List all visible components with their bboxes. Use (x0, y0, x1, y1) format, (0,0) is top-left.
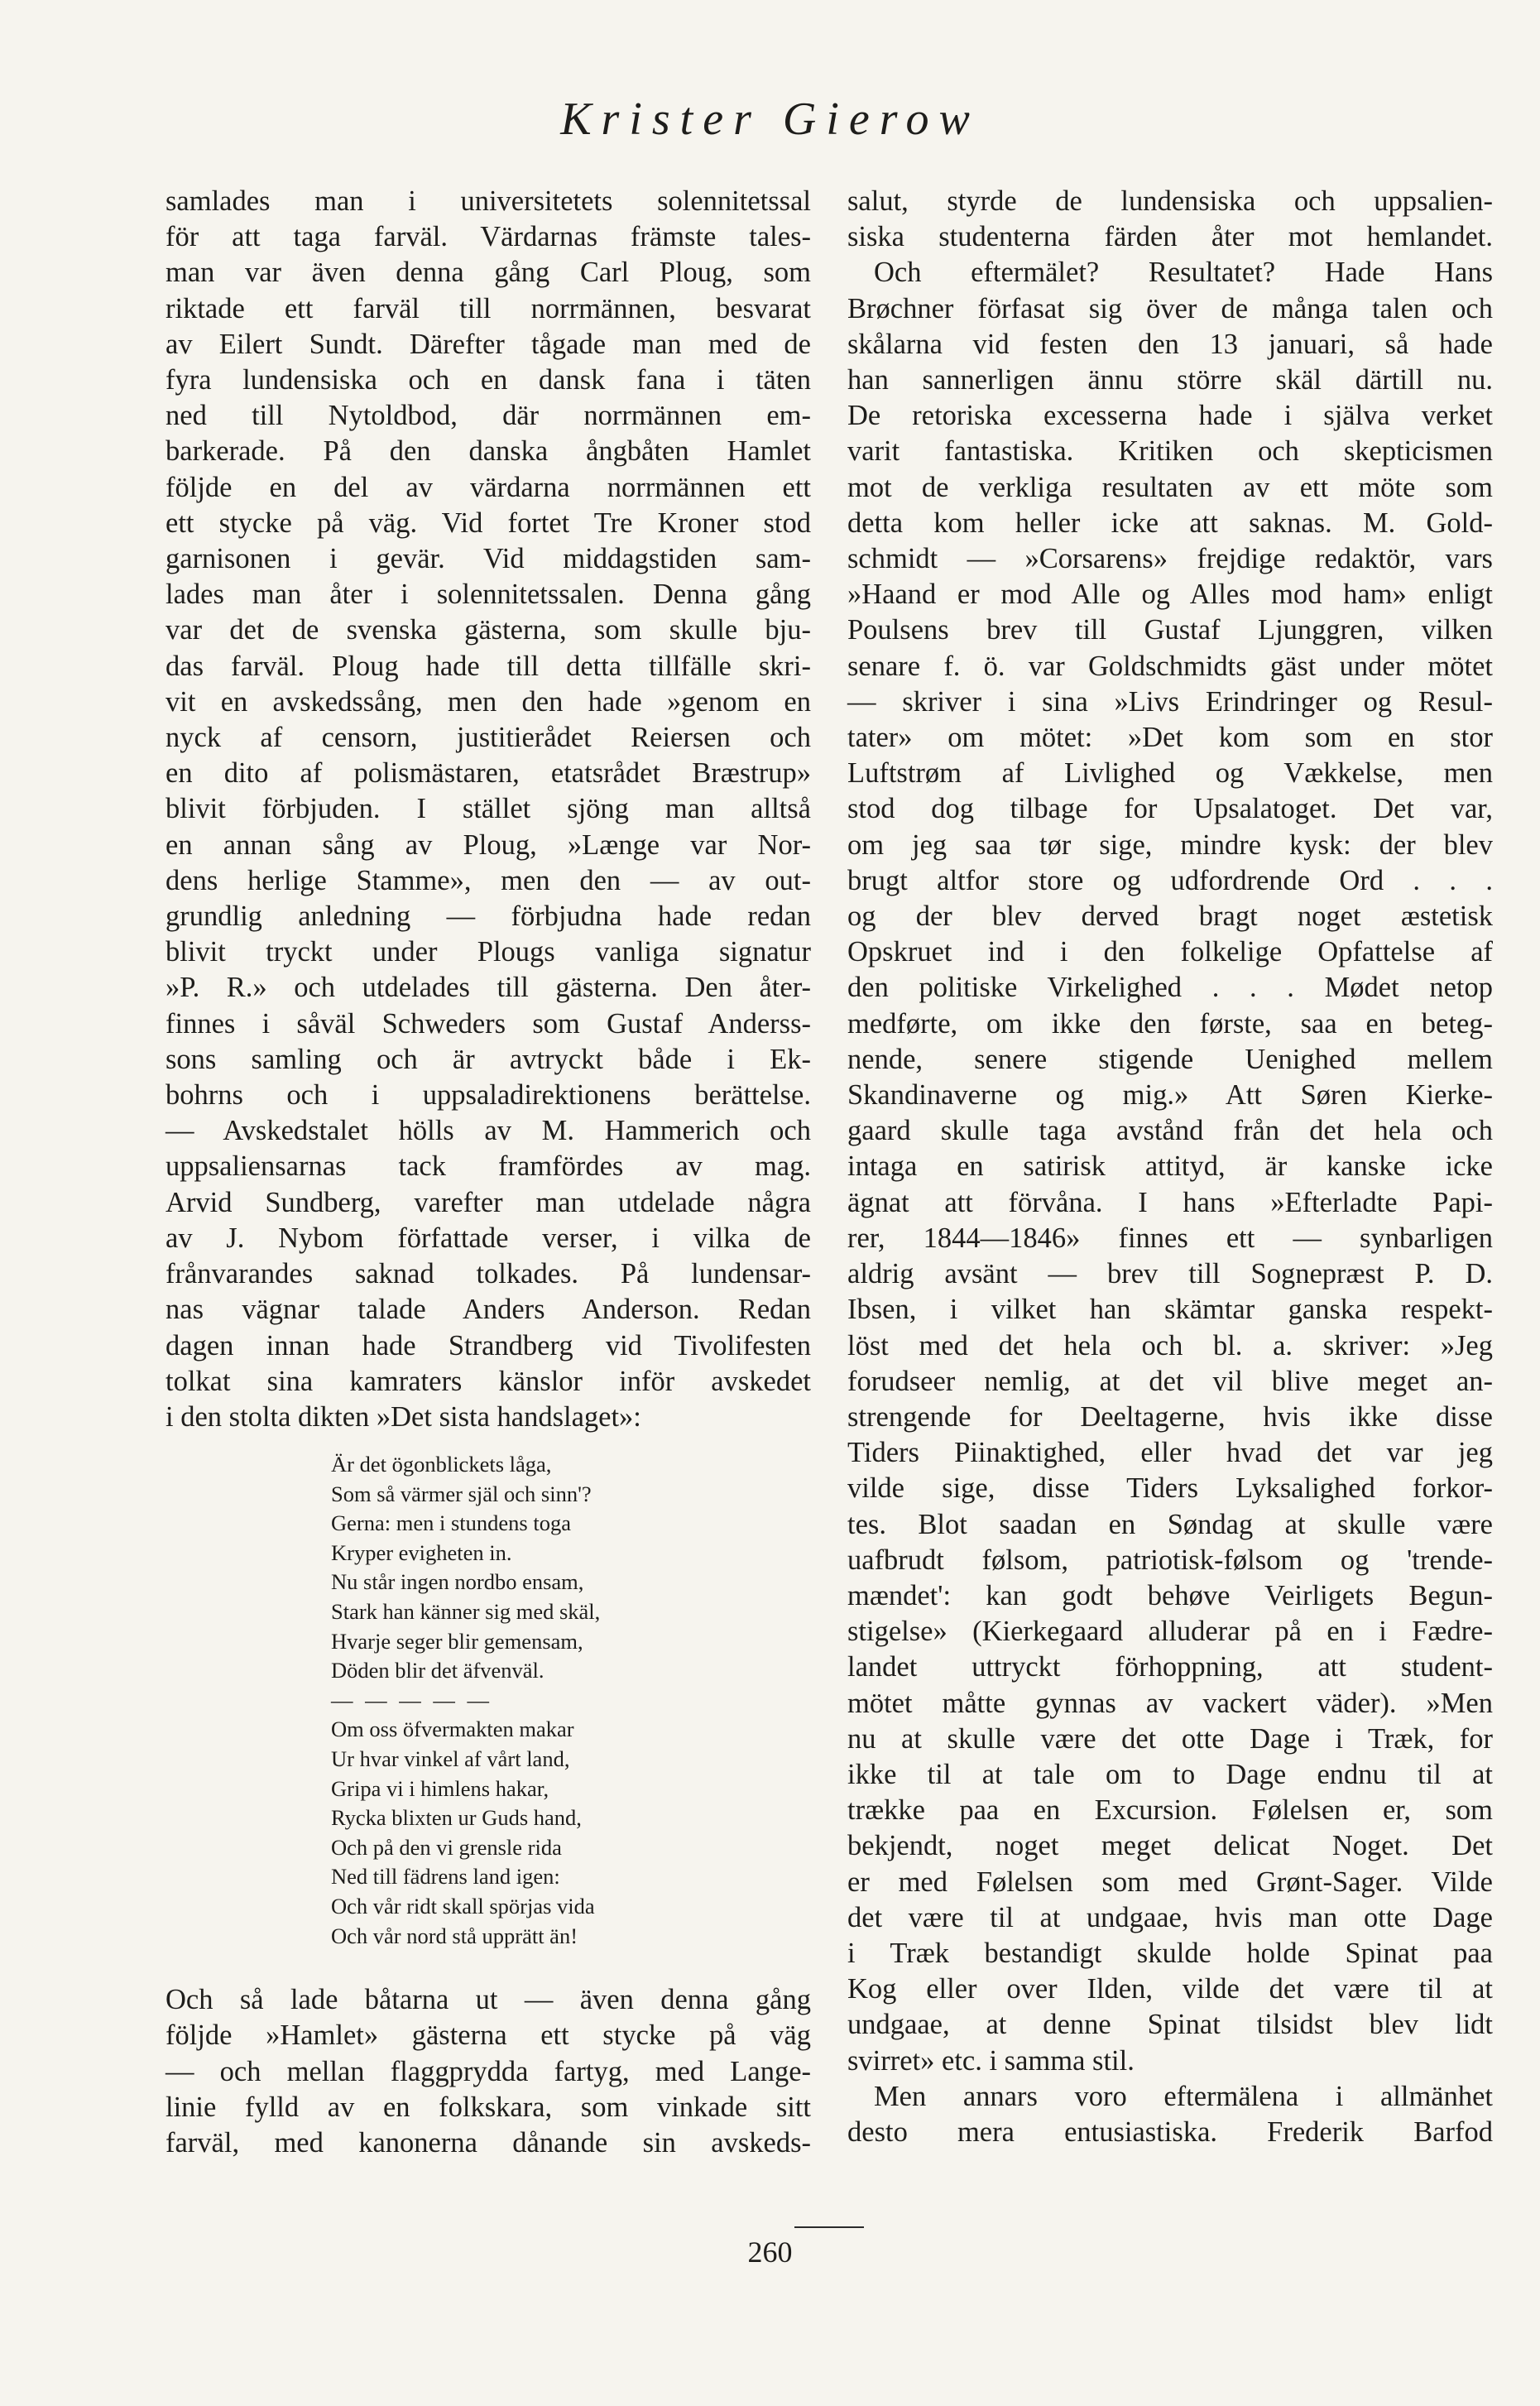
text-line: uafbrudt følsom, patriotisk-følsom og 'trende- (847, 1544, 1493, 1576)
text-line: av J. Nybom författade verser, i vilka de (166, 1222, 811, 1254)
text-line: fyra lundensiska och en dansk fana i täten (166, 364, 811, 396)
page-number: 260 (747, 2236, 793, 2269)
poem-line: Stark han känner sig med skäl, (331, 1599, 601, 1625)
poem-line: Ur hvar vinkel af vårt land, (331, 1746, 570, 1772)
poem-line: Och på den vi grensle rida (331, 1834, 562, 1860)
text-line: riktade ett farväl till norrmännen, besvarat (166, 292, 811, 324)
text-line: samlades man i universitetets solennitetssal (166, 185, 811, 217)
text-line: sons samling och är avtryckt både i Ek- (166, 1043, 811, 1075)
poem-line: Som så värmer själ och sinn'? (331, 1481, 592, 1506)
text-line: vit en avskedssång, men den hade »genom en (166, 685, 811, 718)
text-line: »Haand er mod Alle og Alles mod ham» enligt (847, 579, 1493, 611)
text-line: bekjendt, noget meget delicat Noget. Det (847, 1830, 1493, 1862)
text-line: er med Følelsen som med Grønt-Sager. Vilde (847, 1866, 1493, 1898)
poem-line: Nu står ingen nordbo ensam, (331, 1569, 584, 1595)
text-line: av Eilert Sundt. Därefter tågade man med de (166, 328, 811, 360)
poem-line: Är det ögonblickets låga, (331, 1452, 552, 1477)
text-line: tater» om mötet: »Det kom som en stor (847, 722, 1493, 754)
text-line: detta kom heller icke att saknas. M. Gold- (847, 507, 1493, 539)
text-line: intaga en satirisk attityd, är kanske icke (847, 1150, 1493, 1183)
poem-line: Kryper evigheten in. (331, 1539, 512, 1565)
text-line: dagen innan hade Strandberg vid Tivolifesten (166, 1329, 811, 1361)
poem-line: Döden blir det äfvenväl. (331, 1658, 545, 1683)
text-line: schmidt — »Corsarens» frejdige redaktör, vars (847, 543, 1493, 575)
text-line: »P. R.» och utdelades till gästerna. Den åter- (166, 972, 811, 1004)
text-line: linie fylld av en folkskara, som vinkade sitt (166, 2091, 811, 2123)
text-line: ned till Nytoldbod, där norrmännen em- (166, 400, 811, 432)
text-line: om jeg saa tør sige, mindre kysk: der blev (847, 828, 1493, 861)
text-line: frånvarandes saknad tolkades. På lundensar- (166, 1258, 811, 1290)
text-line: — och mellan flaggprydda fartyg, med Lange- (166, 2055, 811, 2087)
text-line: bohrns och i uppsaladirektionens berättelse. (166, 1079, 811, 1112)
text-line: ikke til at tale om to Dage endnu til at (847, 1758, 1493, 1790)
text-line: Och eftermälet? Resultatet? Hade Hans (874, 257, 1493, 289)
text-line: — Avskedstalet hölls av M. Hammerich och (166, 1115, 811, 1147)
text-line: blivit tryckt under Plougs vanliga signatur (166, 936, 811, 968)
text-line: nyck af censorn, justitierådet Reiersen och (166, 722, 811, 754)
poem-line: Rycka blixten ur Guds hand, (331, 1805, 582, 1831)
text-line: gaard skulle taga avstånd från det hela och (847, 1115, 1493, 1147)
text-line: finnes i såväl Schweders som Gustaf Anderss- (166, 1007, 811, 1040)
text-line: nende, senere stigende Uenighed mellem (847, 1043, 1493, 1075)
text-line: ett stycke på väg. Vid fortet Tre Kroner stod (166, 507, 811, 539)
poem-line: Gerna: men i stundens toga (331, 1510, 571, 1536)
right-column-text (847, 184, 1493, 2150)
footer-rule (794, 2226, 864, 2228)
text-line: uppsaliensarnas tack framfördes av mag. (166, 1150, 811, 1183)
text-line: siska studenterna färden åter mot hemlandet. (847, 221, 1493, 253)
text-line: rer, 1844—1846» finnes ett — synbarligen (847, 1222, 1493, 1254)
text-line: tolkat sina kamraters känslor inför avskedet (166, 1365, 811, 1397)
text-line: skålarna vid festen den 13 januari, så hade (847, 328, 1493, 360)
text-line: landet uttryckt förhoppning, att student- (847, 1651, 1493, 1683)
text-line: han sannerligen ännu större skäl därtill nu. (847, 364, 1493, 396)
text-line: var det de svenska gästerna, som skulle bju- (166, 614, 811, 646)
text-line: brugt altfor store og udfordrende Ord . . . (847, 864, 1493, 896)
text-line: Ibsen, i vilket han skämtar ganska respekt- (847, 1294, 1493, 1326)
poem-line: Och vår ridt skall spörjas vida (331, 1894, 595, 1919)
text-line: aldrig avsänt — brev till Sognepræst P. D. (847, 1258, 1493, 1290)
text-line: salut, styrde de lundensiska och uppsalien- (847, 185, 1493, 217)
text-line: mötet måtte gynnas av vackert väder). »Men (847, 1687, 1493, 1719)
text-line: grundlig anledning — förbjudna hade redan (166, 900, 811, 933)
text-line: Och så lade båtarna ut — även denna gång (166, 1984, 811, 2016)
text-line: i Træk bestandigt skulde holde Spinat paa (847, 1937, 1493, 1969)
poem-line: Hvarje seger blir gemensam, (331, 1628, 583, 1654)
text-line: det være til at undgaae, hvis man otte Dage (847, 1901, 1493, 1933)
poem-line: Och vår nord stå upprätt än! (331, 1923, 578, 1948)
text-line: trække paa en Excursion. Følelsen er, som (847, 1794, 1493, 1827)
poem-stanza-1 (331, 1450, 811, 1686)
poem-line: Gripa vi i himlens hakar, (331, 1775, 549, 1801)
text-line: stigelse» (Kierkegaard alluderar på en i Fædre- (847, 1616, 1493, 1648)
left-column (166, 184, 811, 2161)
text-line: löst med det hela och bl. a. skriver: »Jeg (847, 1329, 1493, 1361)
text-line: farväl, med kanonerna dånande sin avskeds- (166, 2127, 811, 2159)
text-line: mændet': kan godt behøve Veirligets Begun- (847, 1579, 1493, 1611)
text-line: Arvid Sundberg, varefter man utdelade några (166, 1186, 811, 1218)
text-line: varit fantastiska. Kritiken och skepticismen (847, 435, 1493, 468)
text-line: senare f. ö. var Goldschmidts gäst under mötet (847, 650, 1493, 682)
running-header: Krister Gierow (560, 94, 980, 145)
poem-separator: — — — — — (331, 1687, 492, 1712)
text-line: svirret» etc. i samma stil. (847, 2044, 1135, 2077)
text-line: strengende for Deeltagerne, hvis ikke disse (847, 1400, 1493, 1433)
text-line: Brøchner förfasat sig över de många talen och (847, 292, 1493, 324)
left-column-text-bottom (166, 1982, 811, 2161)
text-line: Poulsens brev till Gustaf Ljunggren, vilken (847, 614, 1493, 646)
text-line: desto mera entusiastiska. Frederik Barfod (847, 2115, 1493, 2148)
text-line: för att taga farväl. Värdarnas främste tales- (166, 221, 811, 253)
text-line: Kog eller over Ilden, vilde det være til at (847, 1973, 1493, 2005)
text-line: og der blev derved bragt noget æstetisk (847, 900, 1493, 933)
poem-line: Om oss öfvermakten makar (331, 1717, 574, 1742)
text-line: följde »Hamlet» gästerna ett stycke på väg (166, 2019, 811, 2052)
text-line: Tiders Piinaktighed, eller hvad det var jeg (847, 1437, 1493, 1469)
text-line: blivit förbjuden. I stället sjöng man alltså (166, 793, 811, 825)
text-line: Men annars voro eftermälena i allmänhet (874, 2080, 1493, 2112)
text-line: garnisonen i gevär. Vid middagstiden sam- (166, 543, 811, 575)
text-line: nu at skulle være det otte Dage i Træk, for (847, 1722, 1493, 1755)
text-line: medførte, om ikke den første, saa en beteg- (847, 1007, 1493, 1040)
text-line: Luftstrøm af Livlighed og Vækkelse, men (847, 757, 1493, 790)
text-line: nas vägnar talade Anders Anderson. Redan (166, 1294, 811, 1326)
text-line: den politiske Virkelighed . . . Mødet netop (847, 972, 1493, 1004)
poem (331, 1450, 811, 1951)
text-line: i den stolta dikten »Det sista handslaget»: (166, 1400, 641, 1433)
text-line: tes. Blot saadan en Søndag at skulle være (847, 1508, 1493, 1540)
poem-line: Ned till fädrens land igen: (331, 1864, 560, 1890)
text-line: undgaae, at denne Spinat tilsidst blev lidt (847, 2009, 1493, 2041)
text-line: Opskruet ind i den folkelige Opfattelse af (847, 936, 1493, 968)
text-line: dens herlige Stamme», men den — av out- (166, 864, 811, 896)
text-line: barkerade. På den danska ångbåten Hamlet (166, 435, 811, 468)
text-line: följde en del av värdarna norrmännen ett (166, 471, 811, 503)
text-line: man var även denna gång Carl Ploug, som (166, 257, 811, 289)
text-line: lades man åter i solennitetssalen. Denna gång (166, 579, 811, 611)
text-line: mot de verkliga resultaten av ett möte som (847, 471, 1493, 503)
text-line: De retoriska excesserna hade i själva verket (847, 400, 1493, 432)
left-column-text-top (166, 184, 811, 1435)
text-line: ägnat att förvåna. I hans »Efterladte Papi- (847, 1186, 1493, 1218)
text-line: en annan sång av Ploug, »Længe var Nor- (166, 828, 811, 861)
poem-stanza-2 (331, 1715, 811, 1951)
text-line: forudseer nemlig, at det vil blive meget an- (847, 1365, 1493, 1397)
text-line: en dito af polismästaren, etatsrådet Bræstrup» (166, 757, 811, 790)
text-line: vilde sige, disse Tiders Lyksalighed forkor- (847, 1472, 1493, 1505)
right-column (847, 184, 1493, 2150)
text-line: — skriver i sina »Livs Erindringer og Resul- (847, 685, 1493, 718)
text-line: stod dog tilbage for Upsalatoget. Det var, (847, 793, 1493, 825)
text-line: Skandinaverne og mig.» Att Søren Kierke- (847, 1079, 1493, 1112)
text-line: das farväl. Ploug hade till detta tillfälle skri- (166, 650, 811, 682)
